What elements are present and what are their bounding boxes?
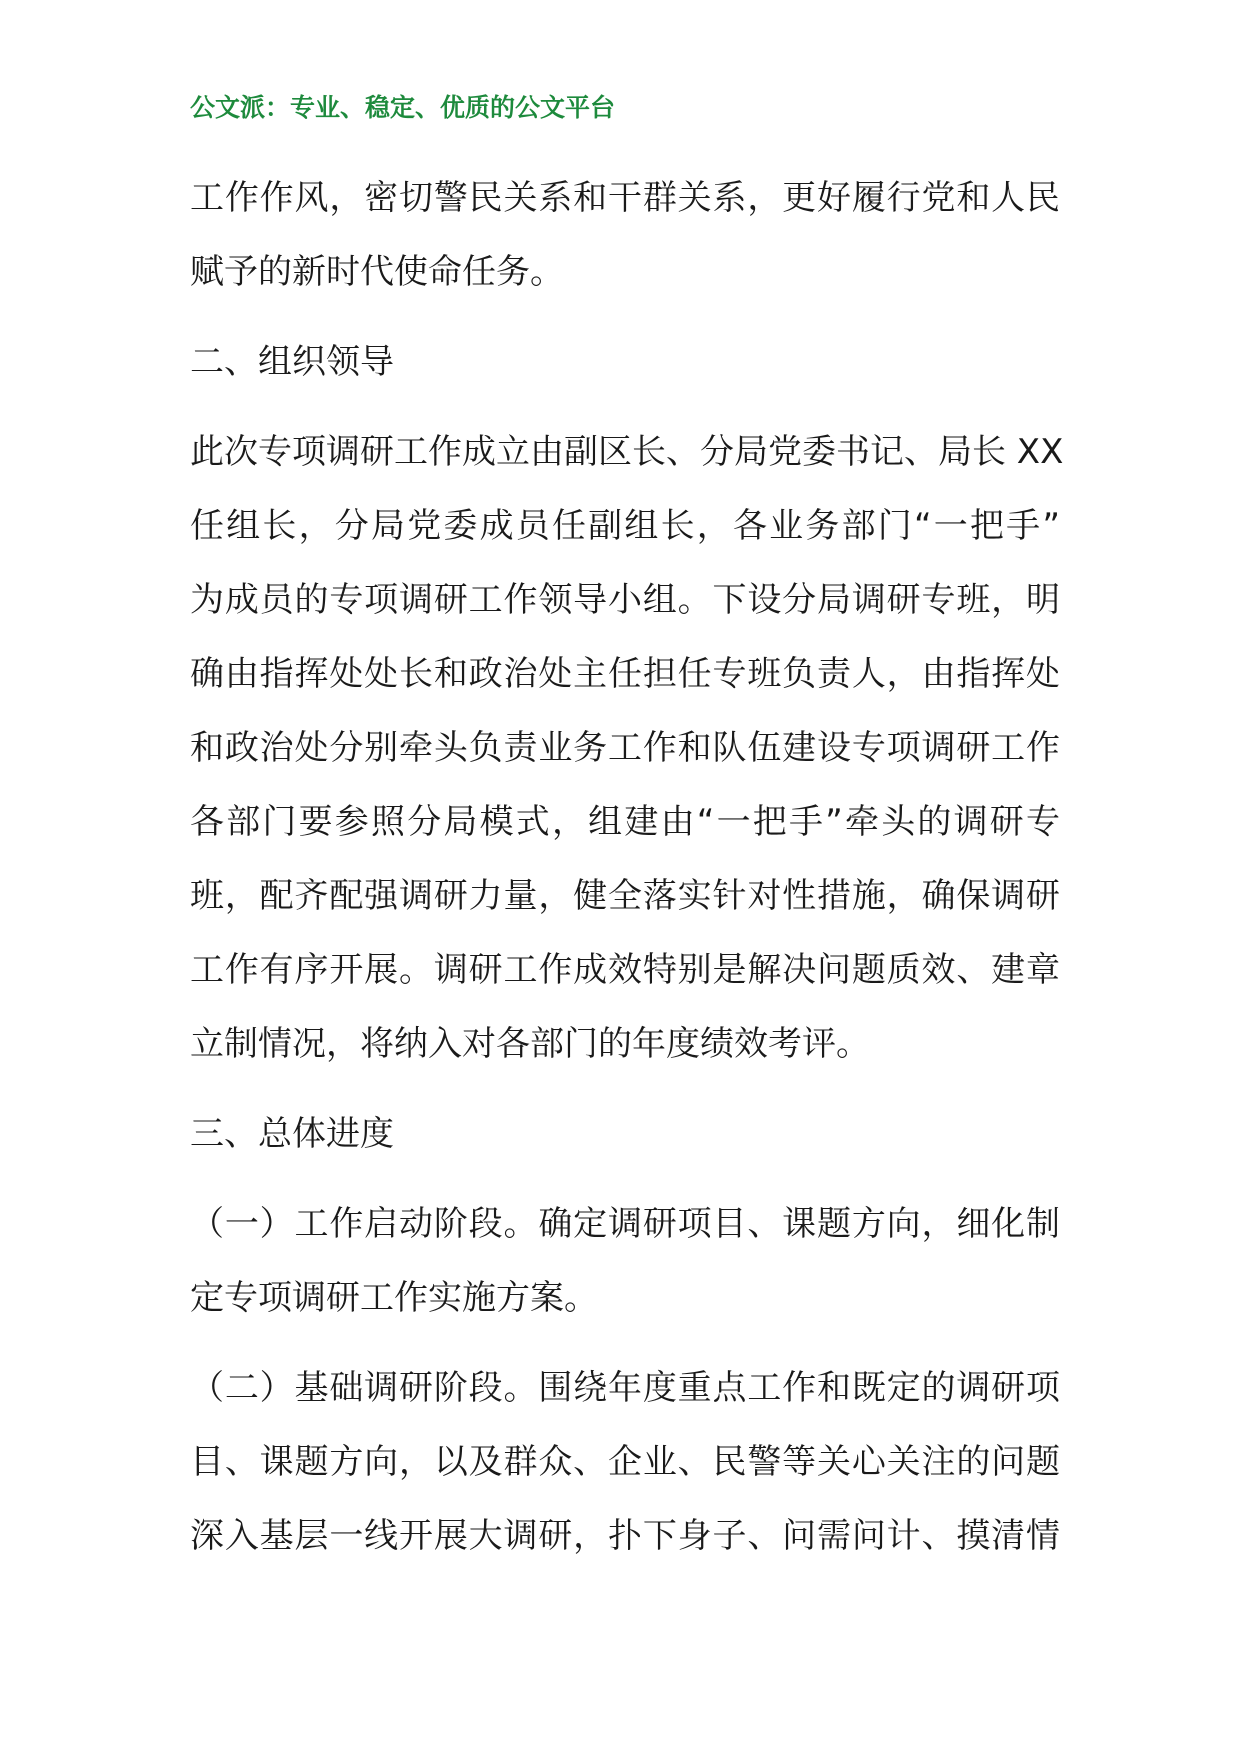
section-heading: 二、组织领导 (190, 342, 394, 382)
paragraph-line: 工作作风，密切警民关系和干群关系，更好履行党和人民 (190, 178, 1060, 218)
paragraph-line: 为成员的专项调研工作领导小组。下设分局调研专班，明 (190, 580, 1060, 620)
paragraph-line: 赋予的新时代使命任务。 (190, 252, 564, 292)
paragraph-line: 定专项调研工作实施方案。 (190, 1278, 598, 1318)
paragraph-line: 此次专项调研工作成立由副区长、分局党委书记、局长 XX (190, 432, 1064, 472)
paragraph-line: 深入基层一线开展大调研，扑下身子、问需问计、摸清情 (190, 1516, 1060, 1556)
section-heading: 三、总体进度 (190, 1114, 394, 1154)
paragraph-line: 工作有序开展。调研工作成效特别是解决问题质效、建章 (190, 950, 1060, 990)
paragraph-line: 目、课题方向，以及群众、企业、民警等关心关注的问题 (190, 1442, 1060, 1482)
paragraph-line: 各部门要参照分局模式，组建由“一把手”牵头的调研专 (190, 802, 1060, 842)
paragraph-line: 班，配齐配强调研力量，健全落实针对性措施，确保调研 (190, 876, 1060, 916)
paragraph-line: （一）工作启动阶段。确定调研项目、课题方向，细化制 (190, 1204, 1060, 1244)
paragraph-line: 确由指挥处处长和政治处主任担任专班负责人，由指挥处 (190, 654, 1060, 694)
paragraph-line: 任组长，分局党委成员任副组长，各业务部门“一把手” (190, 506, 1060, 546)
paragraph-line: 和政治处分别牵头负责业务工作和队伍建设专项调研工作 (190, 728, 1060, 768)
paragraph-line: 立制情况，将纳入对各部门的年度绩效考评。 (190, 1024, 870, 1064)
paragraph-line: （二）基础调研阶段。围绕年度重点工作和既定的调研项 (190, 1368, 1060, 1408)
site-header: 公文派：专业、稳定、优质的公文平台 (190, 93, 616, 122)
